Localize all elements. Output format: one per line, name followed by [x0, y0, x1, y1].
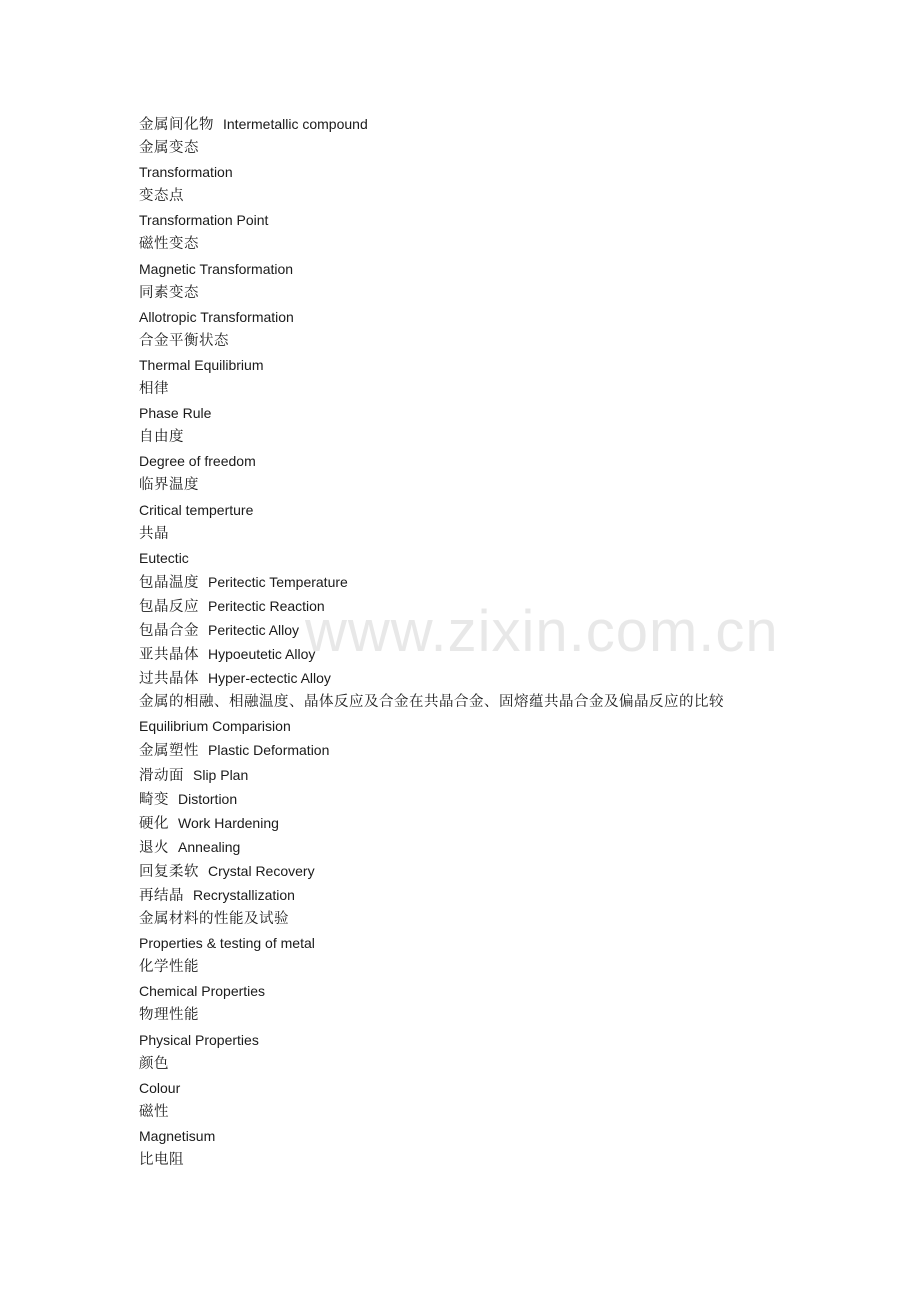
glossary-line — [139, 160, 899, 184]
term-chinese: 滑动面 — [139, 767, 184, 784]
glossary-line — [139, 281, 899, 305]
glossary-line — [139, 1100, 899, 1124]
glossary-line — [139, 931, 899, 955]
glossary-line — [139, 1003, 899, 1027]
term-english: Physical Properties — [139, 1031, 259, 1048]
glossary-line — [139, 835, 899, 859]
term-english: Work Hardening — [178, 814, 279, 831]
glossary-line — [139, 1124, 899, 1148]
term-english: Magnetic Transformation — [139, 260, 294, 277]
glossary-line — [139, 473, 899, 497]
glossary-line — [139, 979, 899, 1003]
term-chinese: 金属塑性 — [139, 743, 199, 760]
glossary-line — [139, 618, 899, 642]
term-chinese: 临界温度 — [139, 477, 199, 494]
glossary-line — [139, 498, 899, 522]
term-chinese: 化学性能 — [139, 959, 199, 976]
glossary-line — [139, 401, 899, 425]
glossary-line — [139, 1028, 899, 1052]
term-english: Equilibrium Comparision — [139, 718, 291, 735]
term-chinese: 物理性能 — [139, 1007, 199, 1024]
glossary-line — [139, 690, 899, 714]
watermark: www.zixin.com.cn — [305, 599, 779, 664]
term-english: Phase Rule — [139, 405, 212, 422]
term-chinese: 同素变态 — [139, 284, 199, 301]
term-chinese: 磁性变态 — [139, 236, 199, 253]
term-english: Degree of freedom — [139, 453, 256, 470]
glossary-line — [139, 763, 899, 787]
term-chinese: 回复柔软 — [139, 863, 199, 880]
term-english: Eutectic — [139, 549, 189, 566]
term-english: Allotropic Transformation — [139, 308, 294, 325]
glossary-line — [139, 642, 899, 666]
glossary-line — [139, 1076, 899, 1100]
term-chinese: 金属间化物 — [139, 117, 214, 133]
term-chinese: 变态点 — [139, 188, 184, 205]
glossary-line — [139, 449, 899, 473]
glossary-line — [139, 787, 899, 811]
term-english: Peritectic Alloy — [208, 621, 300, 638]
term-chinese: 比电阻 — [139, 1152, 184, 1169]
term-english: Intermetallic compound — [223, 116, 368, 132]
glossary-line — [139, 666, 899, 690]
glossary-line — [139, 329, 899, 353]
term-chinese: 亚共晶体 — [139, 647, 199, 664]
term-chinese: 合金平衡状态 — [139, 332, 229, 349]
glossary-line — [139, 955, 899, 979]
term-chinese: 包晶合金 — [139, 622, 199, 639]
term-chinese: 金属材料的性能及试验 — [139, 911, 289, 928]
glossary-line — [139, 257, 899, 281]
term-english: Chemical Properties — [139, 983, 266, 1000]
term-english: Peritectic Temperature — [208, 573, 348, 590]
glossary-line — [139, 570, 899, 594]
glossary-line — [139, 208, 899, 232]
term-chinese: 颜色 — [139, 1055, 169, 1072]
term-english: Slip Plan — [193, 766, 249, 783]
glossary-line — [139, 811, 899, 835]
term-chinese: 再结晶 — [139, 888, 184, 904]
term-english: Plastic Deformation — [208, 742, 330, 759]
term-chinese: 退火 — [139, 839, 169, 856]
glossary-line — [139, 353, 899, 377]
term-chinese: 自由度 — [139, 429, 184, 446]
term-chinese: 金属的相融、相融温度、晶体反应及合金在共晶合金、固熔蕴共晶合金及偏晶反应的比较 — [139, 694, 724, 711]
glossary-line — [139, 714, 899, 738]
glossary-line — [139, 1052, 899, 1076]
term-english: Critical temperture — [139, 501, 254, 518]
glossary-line — [139, 738, 899, 762]
term-english: Transformation Point — [139, 212, 269, 229]
term-chinese: 畸变 — [139, 791, 169, 808]
term-english: Peritectic Reaction — [208, 597, 325, 614]
term-chinese: 相律 — [139, 381, 169, 398]
term-english: Properties & testing of metal — [139, 935, 315, 952]
term-chinese: 硬化 — [139, 815, 169, 832]
glossary-line — [139, 859, 899, 883]
glossary-line — [139, 136, 899, 160]
term-chinese: 金属变态 — [139, 140, 199, 157]
term-english: Recrystallization — [193, 887, 295, 903]
term-chinese: 包晶温度 — [139, 574, 199, 591]
glossary-line — [139, 594, 899, 618]
term-english: Distortion — [178, 790, 238, 807]
term-chinese: 磁性 — [139, 1103, 169, 1120]
term-english: Annealing — [178, 838, 241, 855]
term-english: Colour — [139, 1079, 181, 1096]
glossary-line — [139, 1148, 899, 1172]
glossary-line — [139, 305, 899, 329]
term-english: Thermal Equilibrium — [139, 356, 264, 373]
term-english: Hyper-ectectic Alloy — [208, 670, 331, 687]
term-chinese: 包晶反应 — [139, 598, 199, 615]
glossary-line — [139, 184, 899, 208]
glossary-list — [139, 112, 899, 1172]
glossary-line — [139, 546, 899, 570]
term-chinese: 共晶 — [139, 525, 169, 542]
glossary-line — [139, 883, 899, 907]
glossary-line — [139, 522, 899, 546]
term-chinese: 过共晶体 — [139, 671, 199, 688]
glossary-line — [139, 907, 899, 931]
term-english: Crystal Recovery — [208, 862, 315, 879]
term-english: Transformation — [139, 164, 233, 181]
glossary-line — [139, 425, 899, 449]
term-english: Magnetisum — [139, 1127, 216, 1144]
glossary-line — [139, 377, 899, 401]
term-english: Hypoeutetic Alloy — [208, 646, 316, 663]
glossary-line — [139, 232, 899, 256]
glossary-line — [139, 112, 899, 136]
